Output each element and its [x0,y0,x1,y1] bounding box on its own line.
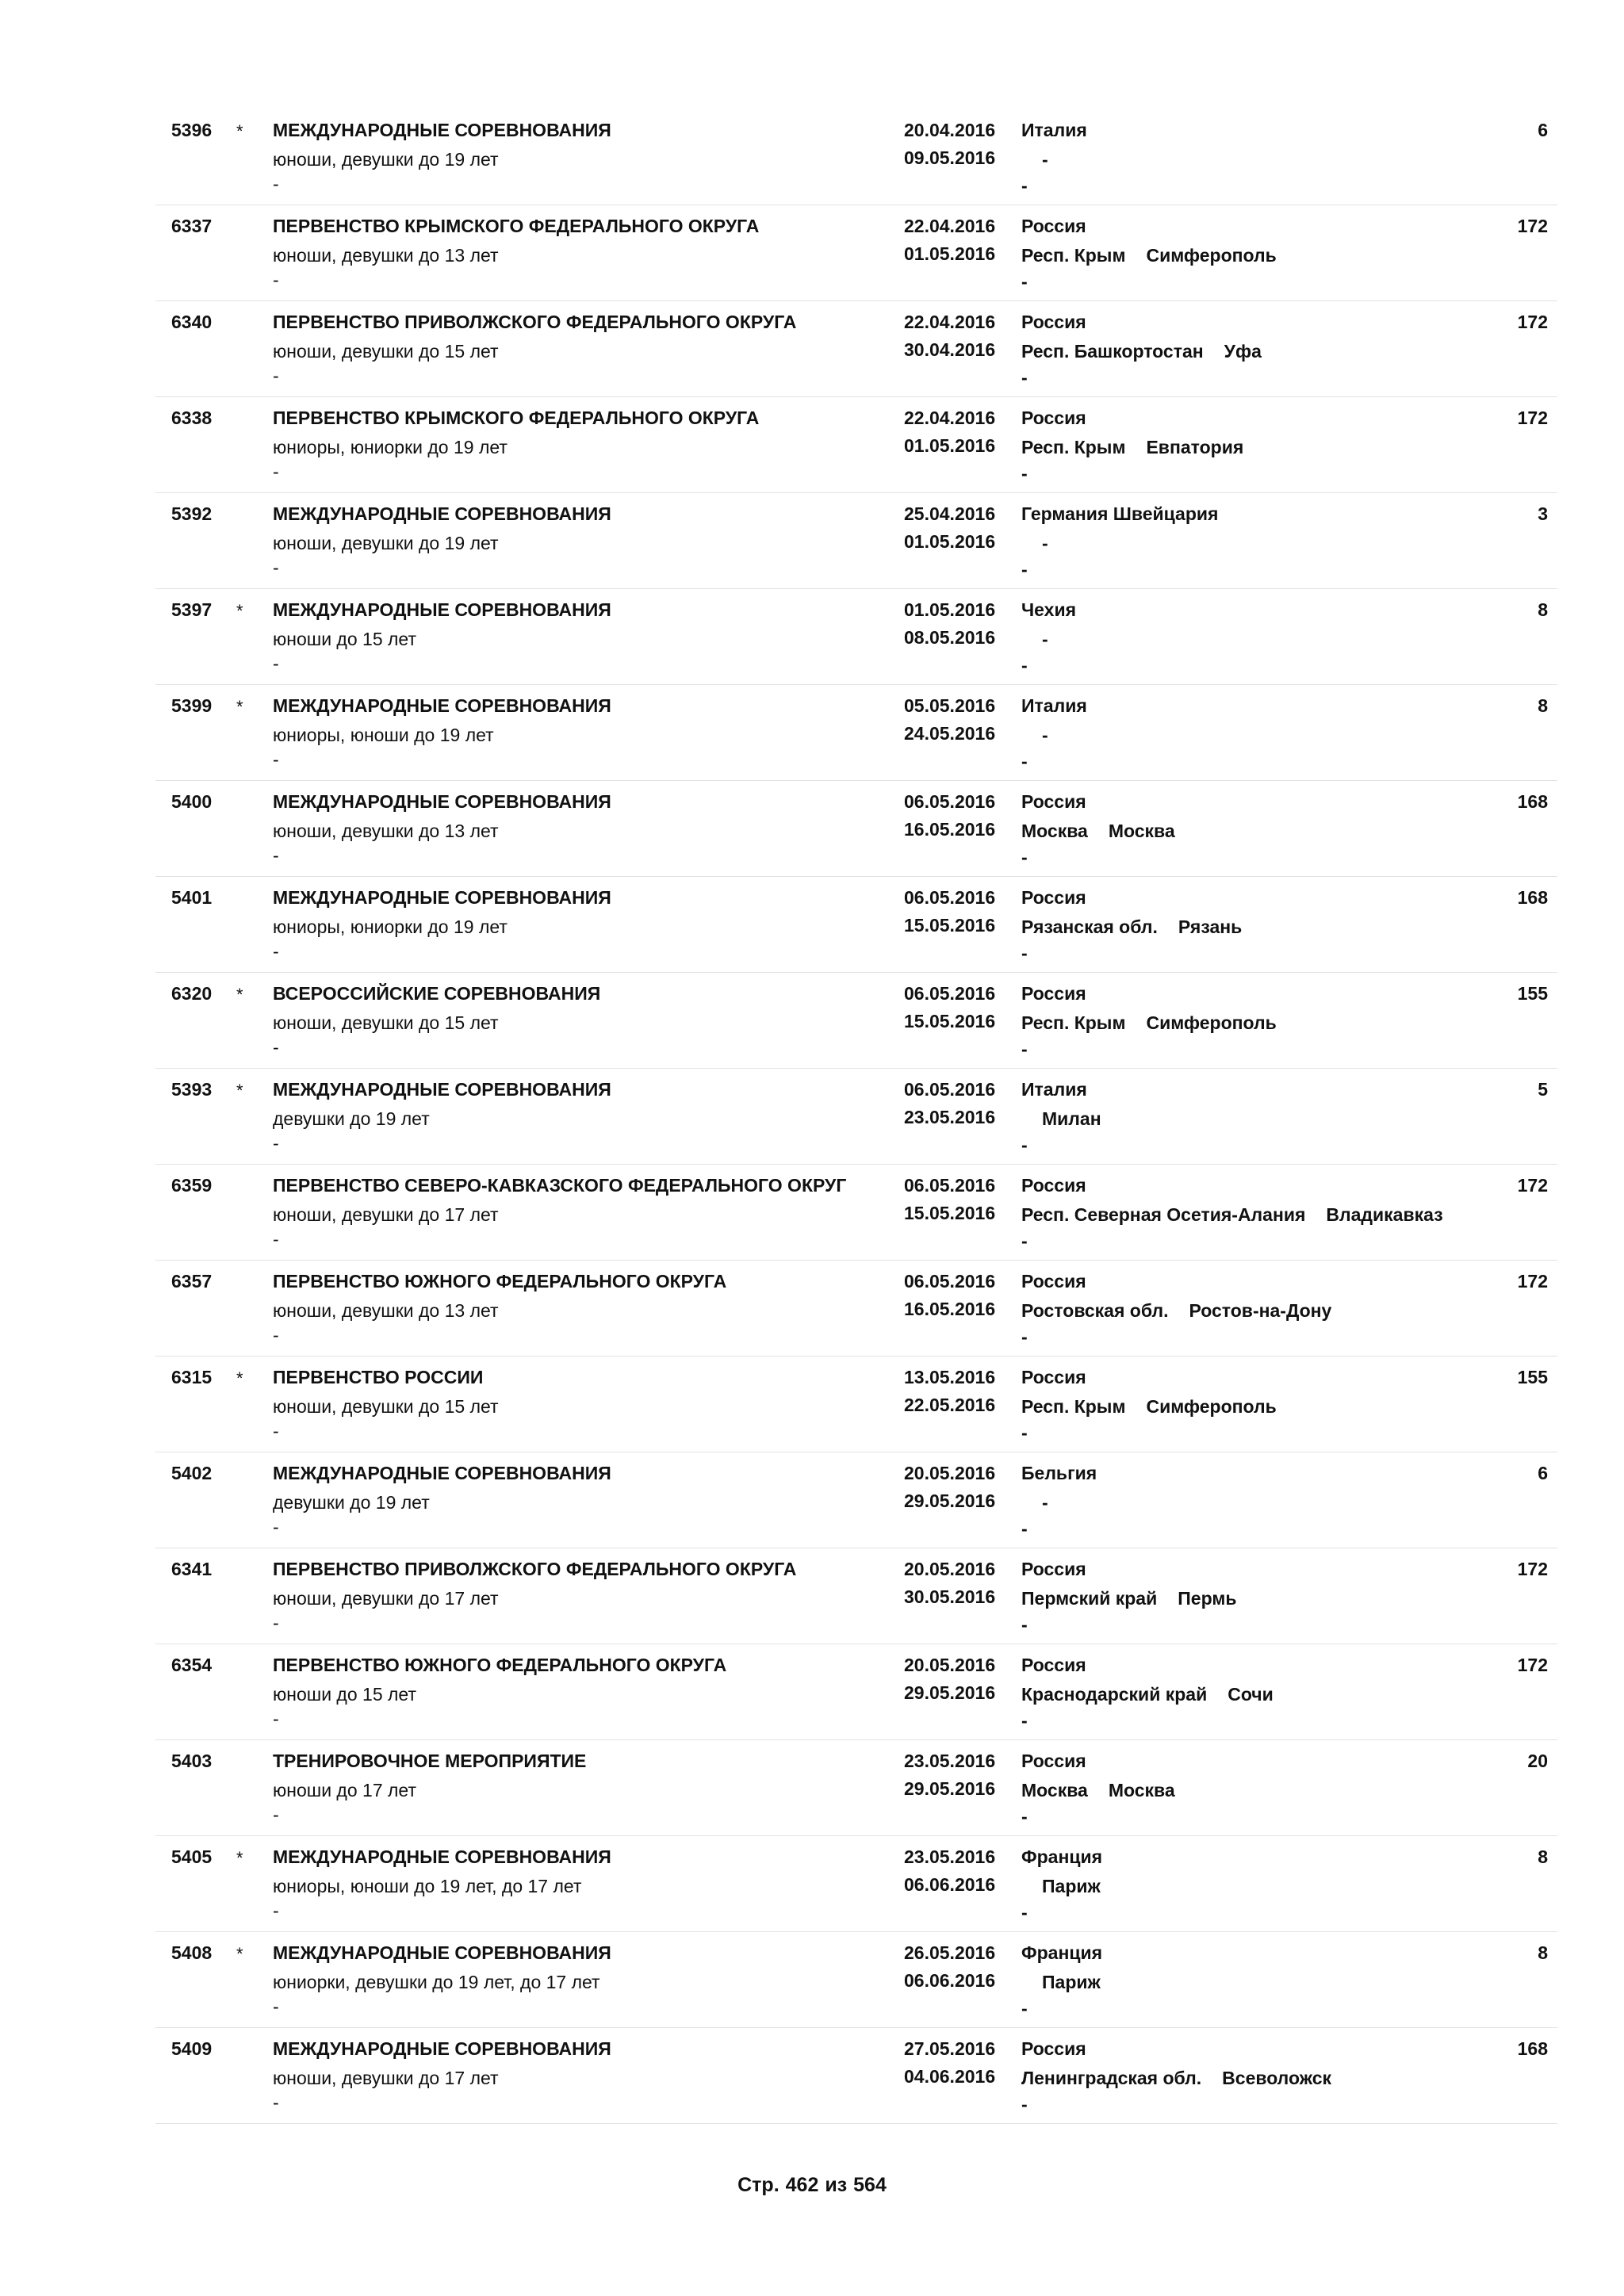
event-country: Франция [1021,1846,1103,1867]
event-region: Москва [1021,1780,1088,1800]
event-age-group: юноши до 15 лет [273,1684,416,1705]
event-country: Италия [1021,1079,1087,1100]
participant-count: 5 [1538,1079,1548,1100]
event-country: Италия [1021,120,1087,140]
event-city: - [1042,629,1048,649]
participant-count: 155 [1517,983,1548,1004]
priority-star: * [236,1944,243,1964]
event-age-group: юноши, девушки до 19 лет [273,149,499,170]
place-note: - [1021,655,1028,675]
place-note: - [1021,1135,1028,1155]
event-location [1021,1584,1236,1613]
event-id: 6359 [171,1175,213,1196]
participant-count: 168 [1517,791,1548,812]
event-id: 5409 [171,2038,213,2059]
events-table [155,109,1557,2124]
place-note: - [1021,1806,1028,1827]
event-id: 5405 [171,1846,213,1867]
date-to: 30.04.2016 [904,339,996,360]
event-region: Респ. Башкортостан [1021,341,1204,362]
event-region: Москва [1021,821,1088,841]
event-row [155,1740,1557,1836]
priority-star: * [236,1368,243,1388]
date-from: 23.05.2016 [904,1751,996,1771]
place-note: - [1021,271,1028,292]
event-city: Рязань [1178,916,1243,937]
participant-count: 8 [1538,1942,1548,1963]
event-country: Россия [1021,1367,1086,1387]
event-note: - [273,1613,279,1633]
priority-star: * [236,601,243,621]
date-to: 22.05.2016 [904,1395,996,1415]
event-age-group: юноши, девушки до 13 лет [273,821,499,841]
event-country: Чехия [1021,599,1076,620]
place-note: - [1021,559,1028,580]
event-location [1021,1296,1331,1325]
place-note: - [1021,943,1028,963]
date-from: 06.05.2016 [904,887,996,908]
event-title: МЕЖДУНАРОДНЫЕ СОРЕВНОВАНИЯ [273,1942,611,1963]
place-note: - [1021,1902,1028,1923]
event-title: МЕЖДУНАРОДНЫЕ СОРЕВНОВАНИЯ [273,2038,611,2059]
place-note: - [1021,1614,1028,1635]
event-row [155,1452,1557,1548]
place-note: - [1021,1422,1028,1443]
event-country: Россия [1021,216,1086,236]
event-country: Россия [1021,312,1086,332]
date-from: 06.05.2016 [904,791,996,812]
event-region: Пермский край [1021,1588,1158,1609]
date-to: 15.05.2016 [904,1011,996,1031]
event-country: Германия Швейцария [1021,503,1219,524]
date-from: 06.05.2016 [904,1175,996,1196]
date-to: 01.05.2016 [904,243,996,264]
event-id: 6315 [171,1367,213,1387]
date-to: 16.05.2016 [904,1299,996,1319]
date-from: 20.05.2016 [904,1463,996,1483]
priority-star: * [236,1081,243,1100]
date-to: 06.06.2016 [904,1970,996,1991]
participant-count: 172 [1517,1559,1548,1579]
event-location [1021,1488,1048,1517]
event-location [1021,1392,1277,1421]
event-id: 6320 [171,983,213,1004]
date-to: 06.06.2016 [904,1874,996,1895]
event-location [1021,625,1048,653]
event-row [155,493,1557,589]
date-from: 22.04.2016 [904,216,996,236]
event-title: МЕЖДУНАРОДНЫЕ СОРЕВНОВАНИЯ [273,599,611,620]
date-from: 06.05.2016 [904,1271,996,1292]
footer-prefix: Стр. [737,2174,779,2196]
event-location [1021,1680,1274,1709]
event-region: Ростовская обл. [1021,1300,1169,1321]
event-city: Симферополь [1146,1396,1277,1417]
date-from: 20.04.2016 [904,120,996,140]
event-country: Россия [1021,2038,1086,2059]
event-location [1021,145,1048,174]
event-id: 5408 [171,1942,213,1963]
event-id: 5393 [171,1079,213,1100]
participant-count: 20 [1527,1751,1548,1771]
event-title: МЕЖДУНАРОДНЫЕ СОРЕВНОВАНИЯ [273,1079,611,1100]
event-title: МЕЖДУНАРОДНЫЕ СОРЕВНОВАНИЯ [273,1463,611,1483]
place-note: - [1021,1710,1028,1731]
date-to: 01.05.2016 [904,435,996,456]
event-country: Франция [1021,1942,1103,1963]
event-city: - [1042,149,1048,170]
event-id: 6341 [171,1559,213,1579]
event-note: - [273,1133,279,1154]
event-region: Краснодарский край [1021,1684,1208,1705]
event-title: МЕЖДУНАРОДНЫЕ СОРЕВНОВАНИЯ [273,791,611,812]
event-note: - [273,749,279,770]
event-id: 6337 [171,216,213,236]
page-footer [0,2174,1624,2197]
event-title: ПЕРВЕНСТВО ПРИВОЛЖСКОГО ФЕДЕРАЛЬНОГО ОКРУГА [273,1559,797,1579]
place-note: - [1021,847,1028,867]
event-country: Россия [1021,1655,1086,1675]
event-country: Россия [1021,983,1086,1004]
event-note: - [273,461,279,482]
event-id: 5397 [171,599,213,620]
date-from: 20.05.2016 [904,1559,996,1579]
event-note: - [273,1037,279,1058]
event-note: - [273,845,279,866]
event-country: Россия [1021,1175,1086,1196]
date-to: 29.05.2016 [904,1682,996,1703]
date-to: 30.05.2016 [904,1586,996,1607]
place-note: - [1021,367,1028,388]
event-row [155,877,1557,973]
event-location [1021,2064,1331,2092]
participant-count: 8 [1538,695,1548,716]
participant-count: 6 [1538,1463,1548,1483]
event-country: Бельгия [1021,1463,1097,1483]
event-country: Россия [1021,1751,1086,1771]
event-note: - [273,653,279,674]
event-id: 6354 [171,1655,213,1675]
footer-of: из [825,2174,848,2196]
participant-count: 8 [1538,1846,1548,1867]
event-location [1021,1872,1101,1900]
participant-count: 172 [1517,1655,1548,1675]
event-age-group: юноши, девушки до 19 лет [273,533,499,553]
event-city: Владикавказ [1326,1204,1443,1225]
event-country: Италия [1021,695,1087,716]
date-to: 29.05.2016 [904,1490,996,1511]
place-note: - [1021,1230,1028,1251]
date-to: 09.05.2016 [904,147,996,168]
participant-count: 155 [1517,1367,1548,1387]
event-location [1021,433,1243,461]
event-title: ВСЕРОССИЙСКИЕ СОРЕВНОВАНИЯ [273,983,601,1004]
event-location [1021,337,1262,365]
event-region: Респ. Северная Осетия-Алания [1021,1204,1306,1225]
event-row [155,1165,1557,1261]
event-location [1021,1104,1101,1133]
event-city: - [1042,1492,1048,1513]
event-note: - [273,1804,279,1825]
participant-count: 8 [1538,599,1548,620]
priority-star: * [236,121,243,141]
event-row [155,1932,1557,2028]
event-row [155,1644,1557,1740]
event-city: Симферополь [1146,245,1277,266]
event-note: - [273,1421,279,1441]
event-title: МЕЖДУНАРОДНЫЕ СОРЕВНОВАНИЯ [273,120,611,140]
event-country: Россия [1021,1559,1086,1579]
event-city: Пермь [1178,1588,1237,1609]
event-row [155,109,1557,205]
event-age-group: юноши, девушки до 13 лет [273,1300,499,1321]
event-city: Париж [1042,1972,1101,1992]
event-region: Ленинградская обл. [1021,2068,1202,2088]
page-total: 564 [853,2174,887,2196]
event-region: Респ. Крым [1021,245,1126,266]
event-note: - [273,2092,279,2113]
event-location [1021,1776,1175,1804]
priority-star: * [236,985,243,1004]
date-from: 22.04.2016 [904,408,996,428]
event-row [155,1836,1557,1932]
event-age-group: юноши, девушки до 15 лет [273,341,499,362]
event-title: ПЕРВЕНСТВО ЮЖНОГО ФЕДЕРАЛЬНОГО ОКРУГА [273,1655,727,1675]
participant-count: 172 [1517,408,1548,428]
date-from: 05.05.2016 [904,695,996,716]
event-title: МЕЖДУНАРОДНЫЕ СОРЕВНОВАНИЯ [273,887,611,908]
date-to: 08.05.2016 [904,627,996,648]
event-region: Респ. Крым [1021,437,1126,457]
event-city: Евпатория [1146,437,1244,457]
event-age-group: юноши, девушки до 15 лет [273,1012,499,1033]
event-country: Россия [1021,408,1086,428]
date-from: 25.04.2016 [904,503,996,524]
date-from: 26.05.2016 [904,1942,996,1963]
event-note: - [273,941,279,962]
event-age-group: юниоры, юноши до 19 лет [273,725,494,745]
event-age-group: девушки до 19 лет [273,1492,430,1513]
date-to: 15.05.2016 [904,1203,996,1223]
participant-count: 168 [1517,887,1548,908]
date-from: 06.05.2016 [904,1079,996,1100]
participant-count: 6 [1538,120,1548,140]
event-id: 5400 [171,791,213,812]
event-title: ТРЕНИРОВОЧНОЕ МЕРОПРИЯТИЕ [273,1751,587,1771]
event-id: 5403 [171,1751,213,1771]
event-location [1021,1200,1443,1229]
event-city: - [1042,725,1048,745]
participant-count: 172 [1517,216,1548,236]
event-age-group: юноши, девушки до 15 лет [273,1396,499,1417]
event-age-group: юниоры, юниорки до 19 лет [273,437,508,457]
place-note: - [1021,1998,1028,2019]
event-city: Всеволожск [1222,2068,1332,2088]
event-age-group: юниорки, девушки до 19 лет, до 17 лет [273,1972,600,1992]
event-city: Милан [1042,1108,1101,1129]
date-to: 29.05.2016 [904,1778,996,1799]
event-row [155,973,1557,1069]
event-row [155,2028,1557,2124]
event-age-group: юноши до 15 лет [273,629,416,649]
date-to: 24.05.2016 [904,723,996,744]
event-row [155,1357,1557,1452]
date-from: 01.05.2016 [904,599,996,620]
event-note: - [273,1229,279,1249]
event-location [1021,529,1048,557]
event-region: Рязанская обл. [1021,916,1158,937]
event-row [155,781,1557,877]
event-city: Париж [1042,1876,1101,1896]
event-location [1021,913,1242,941]
event-location [1021,1008,1277,1037]
date-from: 13.05.2016 [904,1367,996,1387]
date-to: 16.05.2016 [904,819,996,840]
event-region: Респ. Крым [1021,1396,1126,1417]
participant-count: 3 [1538,503,1548,524]
event-note: - [273,174,279,194]
participant-count: 168 [1517,2038,1548,2059]
place-note: - [1021,751,1028,771]
event-note: - [273,1325,279,1345]
event-title: ПЕРВЕНСТВО КРЫМСКОГО ФЕДЕРАЛЬНОГО ОКРУГА [273,408,760,428]
event-city: Симферополь [1146,1012,1277,1033]
event-id: 5396 [171,120,213,140]
event-id: 6338 [171,408,213,428]
priority-star: * [236,1848,243,1868]
event-id: 6357 [171,1271,213,1292]
event-age-group: юниоры, юноши до 19 лет, до 17 лет [273,1876,582,1896]
place-note: - [1021,1039,1028,1059]
place-note: - [1021,175,1028,196]
event-note: - [273,557,279,578]
event-title: ПЕРВЕНСТВО КРЫМСКОГО ФЕДЕРАЛЬНОГО ОКРУГА [273,216,760,236]
event-row [155,589,1557,685]
event-row [155,301,1557,397]
event-age-group: юноши, девушки до 13 лет [273,245,499,266]
place-note: - [1021,1326,1028,1347]
event-region: Респ. Крым [1021,1012,1126,1033]
date-from: 27.05.2016 [904,2038,996,2059]
event-age-group: юноши до 17 лет [273,1780,416,1800]
date-to: 04.06.2016 [904,2066,996,2087]
participant-count: 172 [1517,1271,1548,1292]
date-from: 23.05.2016 [904,1846,996,1867]
event-city: - [1042,533,1048,553]
event-row [155,685,1557,781]
event-row [155,1261,1557,1357]
event-id: 5392 [171,503,213,524]
event-country: Россия [1021,1271,1086,1292]
event-country: Россия [1021,887,1086,908]
date-to: 15.05.2016 [904,915,996,936]
event-id: 5399 [171,695,213,716]
event-title: МЕЖДУНАРОДНЫЕ СОРЕВНОВАНИЯ [273,503,611,524]
event-age-group: юноши, девушки до 17 лет [273,2068,499,2088]
event-city: Москва [1108,821,1175,841]
event-location [1021,721,1048,749]
priority-star: * [236,697,243,717]
event-note: - [273,1996,279,2017]
event-note: - [273,270,279,290]
event-title: ПЕРВЕНСТВО ПРИВОЛЖСКОГО ФЕДЕРАЛЬНОГО ОКРУГА [273,312,797,332]
date-from: 20.05.2016 [904,1655,996,1675]
page-number: 462 [785,2174,819,2196]
date-from: 22.04.2016 [904,312,996,332]
event-title: ПЕРВЕНСТВО РОССИИ [273,1367,484,1387]
place-note: - [1021,463,1028,484]
event-note: - [273,1709,279,1729]
event-country: Россия [1021,791,1086,812]
place-note: - [1021,2094,1028,2114]
event-location [1021,241,1277,270]
date-to: 01.05.2016 [904,531,996,552]
event-row [155,205,1557,301]
event-city: Сочи [1228,1684,1274,1705]
event-note: - [273,1900,279,1921]
event-note: - [273,365,279,386]
participant-count: 172 [1517,1175,1548,1196]
participant-count: 172 [1517,312,1548,332]
event-title: МЕЖДУНАРОДНЫЕ СОРЕВНОВАНИЯ [273,1846,611,1867]
event-city: Уфа [1224,341,1262,362]
event-age-group: юниоры, юниорки до 19 лет [273,916,508,937]
event-title: МЕЖДУНАРОДНЫЕ СОРЕВНОВАНИЯ [273,695,611,716]
event-age-group: юноши, девушки до 17 лет [273,1588,499,1609]
place-note: - [1021,1518,1028,1539]
event-age-group: девушки до 19 лет [273,1108,430,1129]
event-title: ПЕРВЕНСТВО ЮЖНОГО ФЕДЕРАЛЬНОГО ОКРУГА [273,1271,727,1292]
event-age-group: юноши, девушки до 17 лет [273,1204,499,1225]
event-title: ПЕРВЕНСТВО СЕВЕРО-КАВКАЗСКОГО ФЕДЕРАЛЬНОГО ОКРУГ [273,1175,847,1196]
event-location [1021,817,1175,845]
event-id: 5402 [171,1463,213,1483]
event-row [155,1548,1557,1644]
event-row [155,397,1557,493]
date-to: 23.05.2016 [904,1107,996,1127]
date-from: 06.05.2016 [904,983,996,1004]
event-city: Москва [1108,1780,1175,1800]
event-note: - [273,1517,279,1537]
event-id: 5401 [171,887,213,908]
event-id: 6340 [171,312,213,332]
event-location [1021,1968,1101,1996]
event-row [155,1069,1557,1165]
event-city: Ростов-на-Дону [1189,1300,1332,1321]
